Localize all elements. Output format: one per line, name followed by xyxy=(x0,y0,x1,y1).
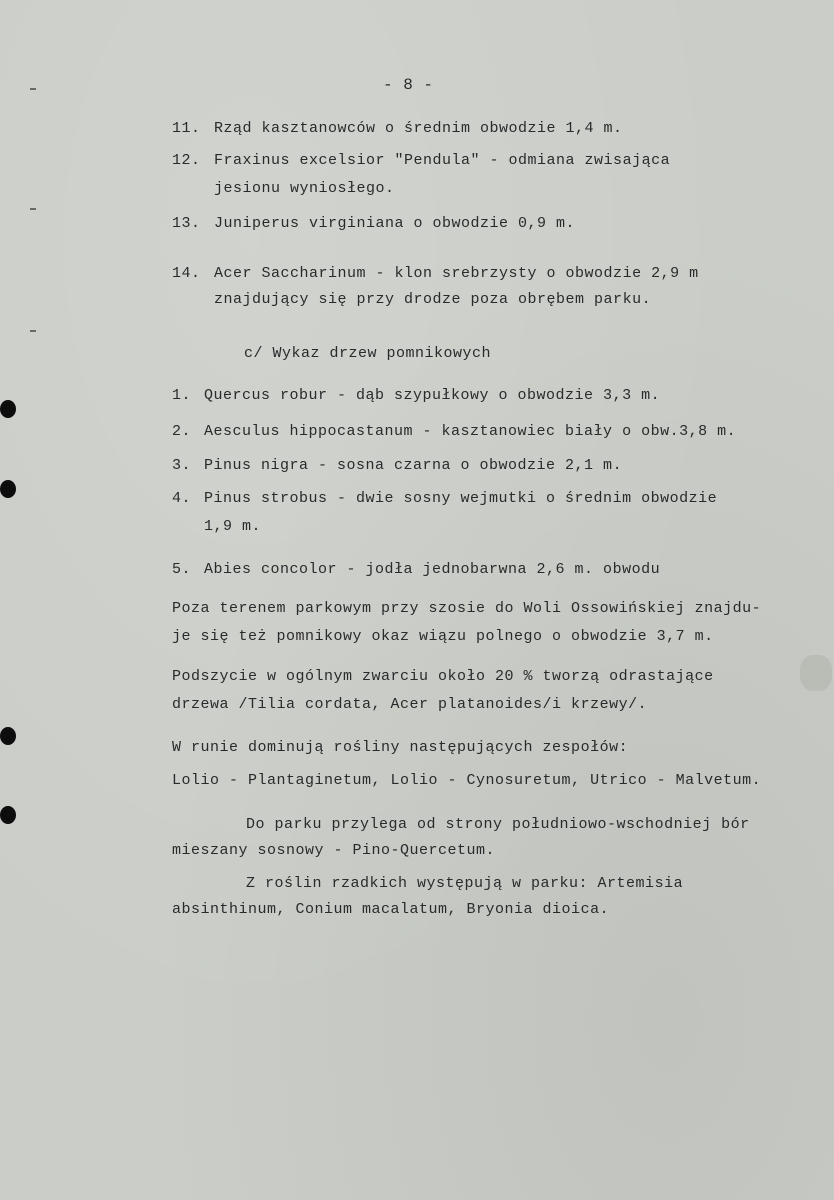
list-item-number: 2. xyxy=(172,423,192,440)
list-item-text: Quercus robur - dąb szypułkowy o obwodzie 3,3 m. xyxy=(204,387,661,404)
punch-hole xyxy=(0,480,16,498)
paragraph-line: Do parku przylega od strony południowo-wschodniej bór xyxy=(246,816,750,833)
list-item-number: 1. xyxy=(172,387,192,404)
paragraph-line: absinthinum, Conium macalatum, Bryonia dioica. xyxy=(172,901,610,918)
list-item-text: Acer Saccharinum - klon srebrzysty o obwodzie 2,9 m xyxy=(214,265,699,282)
list-item-text: Pinus strobus - dwie sosny wejmutki o średnim obwodzie xyxy=(204,490,718,507)
punch-hole xyxy=(0,400,16,418)
list-item-number: 13. xyxy=(172,215,201,232)
list-item-text-continued: 1,9 m. xyxy=(204,518,262,535)
paper-stain xyxy=(800,655,832,691)
punch-hole xyxy=(0,806,16,824)
list-item-text: Rząd kasztanowców o średnim obwodzie 1,4 m. xyxy=(214,120,623,137)
list-item-number: 3. xyxy=(172,457,192,474)
list-item-text-continued: jesionu wyniosłego. xyxy=(214,180,395,197)
margin-mark xyxy=(30,208,36,210)
paragraph-line: je się też pomnikowy okaz wiązu polnego o obwodzie 3,7 m. xyxy=(172,628,714,645)
margin-mark xyxy=(30,330,36,332)
paragraph-line: Lolio - Plantaginetum, Lolio - Cynosuretum, Utrico - Malvetum. xyxy=(172,772,762,789)
list-item-text: Pinus nigra - sosna czarna o obwodzie 2,1 m. xyxy=(204,457,623,474)
paragraph-line: Z roślin rzadkich występują w parku: Artemisia xyxy=(246,875,684,892)
list-item-text: Aesculus hippocastanum - kasztanowiec biały o obw.3,8 m. xyxy=(204,423,737,440)
list-item-text: Fraxinus excelsior "Pendula" - odmiana zwisająca xyxy=(214,152,671,169)
list-item-text: Abies concolor - jodła jednobarwna 2,6 m. obwodu xyxy=(204,561,661,578)
list-item-number: 4. xyxy=(172,490,192,507)
punch-hole xyxy=(0,727,16,745)
page-number: - 8 - xyxy=(383,76,434,94)
paragraph-line: W runie dominują rośliny następujących zespołów: xyxy=(172,739,629,756)
paragraph-line: drzewa /Tilia cordata, Acer platanoides/i krzewy/. xyxy=(172,696,648,713)
list-item-number: 12. xyxy=(172,152,201,169)
list-item-text-continued: znajdujący się przy drodze poza obrębem parku. xyxy=(214,291,652,308)
paragraph-line: mieszany sosnowy - Pino-Quercetum. xyxy=(172,842,496,859)
margin-mark xyxy=(30,88,36,90)
section-heading: c/ Wykaz drzew pomnikowych xyxy=(244,345,492,362)
paragraph-line: Podszycie w ogólnym zwarciu około 20 % tworzą odrastające xyxy=(172,668,714,685)
list-item-number: 5. xyxy=(172,561,192,578)
list-item-number: 14. xyxy=(172,265,201,282)
list-item-text: Juniperus virginiana o obwodzie 0,9 m. xyxy=(214,215,576,232)
paragraph-line: Poza terenem parkowym przy szosie do Woli Ossowińskiej znajdu- xyxy=(172,600,762,617)
list-item-number: 11. xyxy=(172,120,201,137)
